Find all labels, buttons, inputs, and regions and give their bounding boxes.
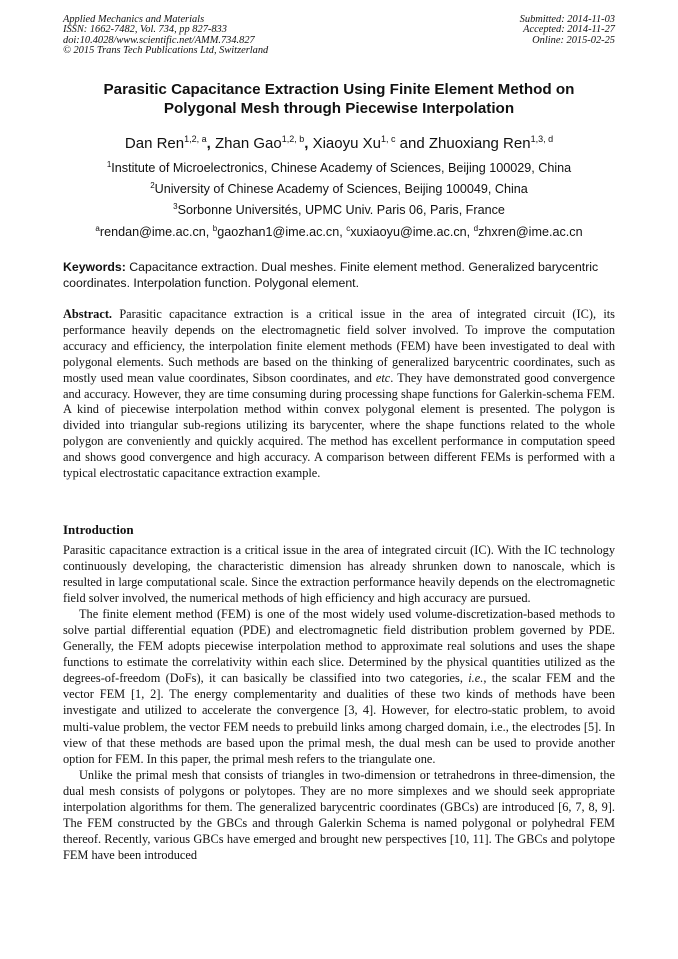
title-line-2: Polygonal Mesh through Piecewise Interpolation: [163, 100, 515, 117]
author-name: Zhuoxiang Ren: [428, 135, 531, 152]
author-superscript: 1,3, d: [530, 134, 554, 144]
abstract-text: Parasitic capacitance extraction is a critical issue in the area of integrated circuit (IC), its performance heavily depends on the electromagnetic field solver involved. To improve the computation accuracy and efficiency, the interpolation finite element methods (FEM) have been investigated to deal with polygonal elements. Such methods are based on the thinking of generalized barycentric coordinates, such as mostly used mean value coordinates, Sibson coordinates, and: [63, 307, 615, 385]
paragraph: Unlike the primal mesh that consists of triangles in two-dimension or tetrahedrons in three-dimension, the dual mesh consists of polygons or polytopes. They are no more simplexes and we should seek appropriate interpolation algorithms for them. The generalized barycentric coordinates (GBCs) are introduced [6, 7, 8, 9]. The FEM constructed by the GBCs and through Galerkin Schema is named polygonal or polyhedral FEM thereof. Recently, various GBCs have emerged and brought new perspectives [10, 11]. The GBCs and polytope FEM have been introduced: [63, 767, 615, 862]
paragraph-text: , the scalar FEM and the vector FEM [1, 2]. The energy complementarity and dualities of these two kinds of methods have been investigate and utilized to accelerate the convergence [3, 4]. However, for electro-static problem, to avoid multi-value problem, the vector FEM needs to prebuild links among charged domain, i.e., the electrodes [5]. In view of that these methods are based upon the primal mesh, the dual mesh can be used to provide another option for FEM. In this paper, the primal mesh refers to the triangulate one.: [63, 671, 615, 766]
author-separator: ,: [304, 135, 313, 152]
email-superscript: a: [95, 224, 100, 233]
journal-name: Applied Mechanics and Materials: [63, 14, 205, 25]
author-superscript: 1,2, a: [184, 134, 207, 144]
journal-info: [63, 15, 268, 57]
journal-copyright: © 2015 Trans Tech Publications Ltd, Switzerland: [63, 45, 269, 57]
email-address[interactable]: gaozhan1@ime.ac.cn: [217, 225, 340, 240]
journal-doi: doi:10.4028/www.scientific.net/AMM.734.827: [63, 34, 255, 46]
paragraph: Parasitic capacitance extraction is a critical issue in the area of integrated circuit (IC). With the IC technology continuously developing, the characteristic dimension has already shrunken down to nanoscale, which is resulted in large computational scale. Since the extraction performance heavily depends on the electromagnetic field solver involved, the numerical methods of high efficiency and high accuracy are pursued.: [63, 543, 615, 606]
affiliation-superscript: 3: [173, 202, 178, 211]
affiliation-text: University of Chinese Academy of Sciences, Beijing 100049, China: [154, 182, 528, 197]
keywords-text: Capacitance extraction. Dual meshes. Finite element method. Generalized barycentric coordinates. Interpolation function. Polygonal element.: [63, 260, 599, 290]
title-line-1: Parasitic Capacitance Extraction Using Finite Element Method on: [103, 81, 575, 98]
author-name: Zhan Gao: [214, 135, 282, 152]
email-address[interactable]: xuxiaoyu@ime.ac.cn: [350, 225, 467, 240]
affiliation-superscript: 1: [106, 160, 112, 169]
abstract-etc: etc: [375, 370, 391, 385]
keywords-label: Keywords:: [63, 260, 126, 274]
paragraph: [63, 606, 615, 766]
email-superscript: c: [346, 224, 351, 233]
email-list: $^a$rendan@ime.ac.cn, $^b$gaozhan1@ime.ac.cn, $^c$xuxiaoyu@ime.ac.cn, $^d$zhxren@ime.ac.cn: [95, 224, 583, 240]
paragraph-text: The finite element method (FEM) is one of the most widely used volume-discretization-based methods to solve partial differential equation (PDE) and electromagnetic field distribution problem governed by PDE. Generally, the FEM adopts piecewise interpolation method to approximate real solutions and uses the shape functions to estimate the correlativity within each slice. Determined by the physical quantities utilized as the degrees-of-freedom (DoFs), it can basically be classified into two categories,: [63, 607, 615, 686]
author-list: [30, 130, 648, 153]
abstract-text-cont: . They have demonstrated good convergence and accuracy. However, they are time consuming during processing shape functions for Galerkin-schema FEM. A kind of piecewise interpolation method within convex polygonal element is presented. The polygon is divided into triangular sub-regions utilizing its barycenter, where the shape functions related to the whole polygon are conveniently and quickly acquired. The method has excellent performance in computation speed and shows good convergence and high accuracy. A comparison between different FEMs is performed with a typical electrostatic capacitance extraction example.: [63, 370, 615, 481]
author-separator: and: [395, 135, 429, 152]
author-superscript: 1,2, b: [281, 134, 305, 144]
online-date: Online: 2015-02-25: [532, 34, 615, 46]
accepted-date: Accepted: 2014-11-27: [523, 24, 615, 36]
author-name: Dan Ren: [124, 135, 185, 152]
author-name: Xiaoyu Xu: [312, 135, 381, 152]
email-address[interactable]: zhxren@ime.ac.cn: [478, 225, 583, 240]
affiliation: [20, 200, 658, 217]
submitted-date: Submitted: 2014-11-03: [519, 14, 615, 25]
keywords-section: [63, 259, 615, 291]
introduction-heading: Introduction: [63, 522, 134, 537]
paragraph-italic: i.e.: [468, 671, 484, 686]
journal-issn: ISSN: 1662-7482, Vol. 734, pp 827-833: [63, 24, 227, 36]
email-superscript: d: [473, 224, 479, 233]
affiliation: [20, 179, 658, 196]
email-superscript: b: [212, 224, 218, 233]
introduction-body: [63, 542, 615, 863]
paper-title: [40, 80, 638, 118]
affiliation: [20, 158, 658, 175]
affiliation-text: Sorbonne Universités, UPMC Univ. Paris 06, Paris, France: [177, 203, 505, 218]
author-superscript: 1, c: [380, 134, 396, 144]
affiliation-text: Institute of Microelectronics, Chinese Academy of Sciences, Beijing 100029, China: [111, 161, 572, 176]
publication-dates: [520, 15, 615, 46]
abstract-label: Abstract.: [63, 307, 113, 321]
author-separator: ,: [206, 135, 215, 152]
affiliation-superscript: 2: [150, 181, 155, 190]
email-address[interactable]: rendan@ime.ac.cn: [99, 225, 206, 240]
abstract-section: [63, 307, 615, 482]
